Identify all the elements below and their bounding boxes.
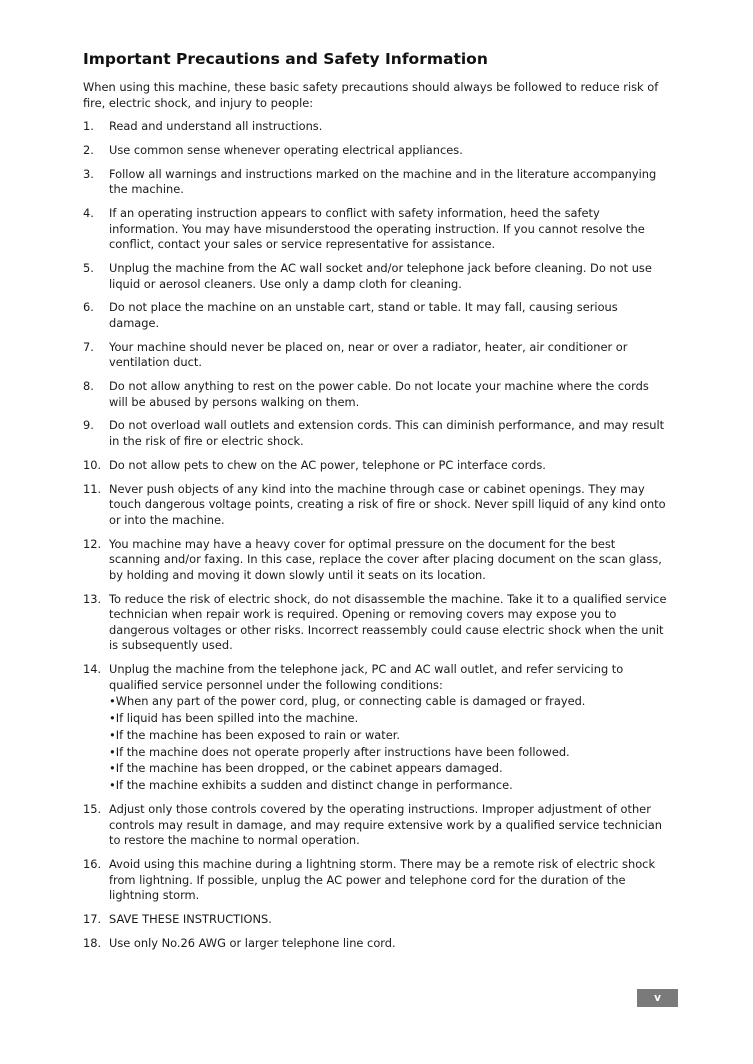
list-item-number: 5.: [83, 260, 94, 275]
list-item: [83, 662, 668, 794]
list-item: [83, 206, 668, 253]
list-item-number: 12.: [83, 536, 102, 551]
condition-bullet: •If the machine has been dropped, or the cabinet appears damaged.: [109, 761, 503, 776]
list-item: [83, 379, 668, 410]
document-page: [83, 48, 668, 960]
list-item: [83, 936, 668, 952]
list-item-body: [109, 340, 668, 371]
list-item-number: 2.: [83, 142, 94, 157]
list-item-text: Follow all warnings and instructions marked on the machine and in the literature accompanying the machine.: [109, 166, 657, 197]
list-item-body: [109, 482, 668, 529]
list-item-body: [109, 261, 668, 292]
list-item-body: [109, 458, 668, 474]
list-item: [83, 857, 668, 904]
list-item-body: [109, 119, 668, 135]
list-item-number: 14.: [83, 662, 102, 677]
condition-bullet: •If liquid has been spilled into the machine.: [109, 711, 359, 726]
list-item-body: [109, 167, 668, 198]
list-item: [83, 537, 668, 584]
condition-bullet: •If the machine does not operate properly after instructions have been followed.: [109, 744, 570, 759]
list-item-body: [109, 537, 668, 584]
list-item-number: 13.: [83, 591, 102, 606]
list-item: [83, 458, 668, 474]
precautions-list: [83, 119, 668, 952]
list-item: [83, 340, 668, 371]
list-item-body: [109, 857, 668, 904]
list-item-text: If an operating instruction appears to conflict with safety information, heed the safety information. You may have misunderstood the operating instruction. If you cannot resolve the conflict, contact your sales or service representative for assistance.: [109, 205, 645, 252]
list-item-number: 8.: [83, 379, 94, 394]
list-item-number: 9.: [83, 418, 94, 433]
list-item-text: Never push objects of any kind into the machine through case or cabinet openings. They may touch dangerous voltage points, creating a risk of fire or shock. Never spill liquid of any kind onto or into the machine.: [109, 481, 666, 527]
page-title: Important Precautions and Safety Information: [83, 50, 488, 68]
list-item: [83, 592, 668, 654]
list-item: [83, 261, 668, 292]
list-item-text: Do not allow pets to chew on the AC power, telephone or PC interface cords.: [109, 457, 546, 472]
list-item-number: 15.: [83, 802, 102, 817]
list-item-body: [109, 936, 668, 952]
list-item-number: 4.: [83, 205, 94, 220]
list-item-number: 1.: [83, 119, 94, 133]
list-item-number: 18.: [83, 935, 102, 950]
list-item-number: 10.: [83, 457, 102, 472]
list-item-text: Avoid using this machine during a lightning storm. There may be a remote risk of electric shock from lightning. If possible, unplug the AC power and telephone cord for the duration of the lightning storm.: [109, 857, 656, 903]
list-item-body: [109, 418, 668, 449]
list-item: [83, 300, 668, 331]
list-item-number: 3.: [83, 166, 94, 181]
list-item-text: Your machine should never be placed on, near or over a radiator, heater, air conditioner or ventilation duct.: [109, 339, 628, 370]
list-item: [83, 167, 668, 198]
list-item-body: [109, 592, 668, 654]
list-item: [83, 418, 668, 449]
list-item-text: Unplug the machine from the telephone jack, PC and AC wall outlet, and refer servicing to qualified service personnel under the following conditions:: [109, 662, 624, 692]
list-item-text: Use common sense whenever operating electrical appliances.: [109, 142, 463, 157]
list-item: [83, 802, 668, 849]
list-item: [83, 119, 668, 135]
list-item-text: Read and understand all instructions.: [109, 119, 323, 133]
list-item-text: Do not place the machine on an unstable cart, stand or table. It may fall, causing serious damage.: [109, 300, 618, 330]
list-item-text: Adjust only those controls covered by the operating instructions. Improper adjustment of other controls may result in damage, and may require extensive work by a qualified service technician to restore the machine to normal operation.: [109, 802, 662, 848]
condition-bullet: •When any part of the power cord, plug, or connecting cable is damaged or frayed.: [109, 694, 586, 709]
list-item-text: Use only No.26 AWG or larger telephone line cord.: [109, 935, 396, 950]
list-item-number: 6.: [83, 300, 94, 315]
list-item-number: 7.: [83, 339, 94, 354]
list-item-number: 16.: [83, 857, 102, 872]
condition-bullet: •If the machine has been exposed to rain or water.: [109, 727, 400, 742]
list-item-text: Do not allow anything to rest on the power cable. Do not locate your machine where the cords will be abused by persons walking on them.: [109, 379, 649, 409]
list-item-text: Unplug the machine from the AC wall socket and/or telephone jack before cleaning. Do not use liquid or aerosol cleaners. Use only a damp cloth for cleaning.: [109, 260, 652, 291]
list-item-body: [109, 143, 668, 159]
list-item-body: [109, 379, 668, 410]
list-item-body: [109, 300, 668, 331]
list-item: [83, 912, 668, 928]
page-number-badge: v: [637, 989, 678, 1007]
intro-paragraph: When using this machine, these basic safety precautions should always be followed to reduce risk of fire, electric shock, and injury to people:: [83, 80, 659, 110]
list-item: [83, 482, 668, 529]
list-item-text: Do not overload wall outlets and extension cords. This can diminish performance, and may result in the risk of fire or electric shock.: [109, 418, 665, 448]
list-item-text: To reduce the risk of electric shock, do not disassemble the machine. Take it to a qualified service technician when repair work is required. Opening or removing covers may expose you to dangerous voltages or other risks. Incorrect reassembly could cause electric shock when the unit is subsequently used.: [109, 591, 667, 653]
condition-bullet: •If the machine exhibits a sudden and distinct change in performance.: [109, 778, 513, 793]
list-item: [83, 143, 668, 159]
list-item-body: [109, 802, 668, 849]
list-item-text: SAVE THESE INSTRUCTIONS.: [109, 912, 272, 927]
list-item-body: [109, 662, 668, 794]
list-item-number: 11.: [83, 481, 102, 496]
list-item-body: [109, 912, 668, 928]
list-item-number: 17.: [83, 912, 102, 927]
list-item-text: You machine may have a heavy cover for optimal pressure on the document for the best scanning and/or faxing. In this case, replace the cover after placing document on the scan glass, by holding and moving it down slowly until it seats on its location.: [109, 536, 662, 582]
list-item-body: [109, 206, 668, 253]
